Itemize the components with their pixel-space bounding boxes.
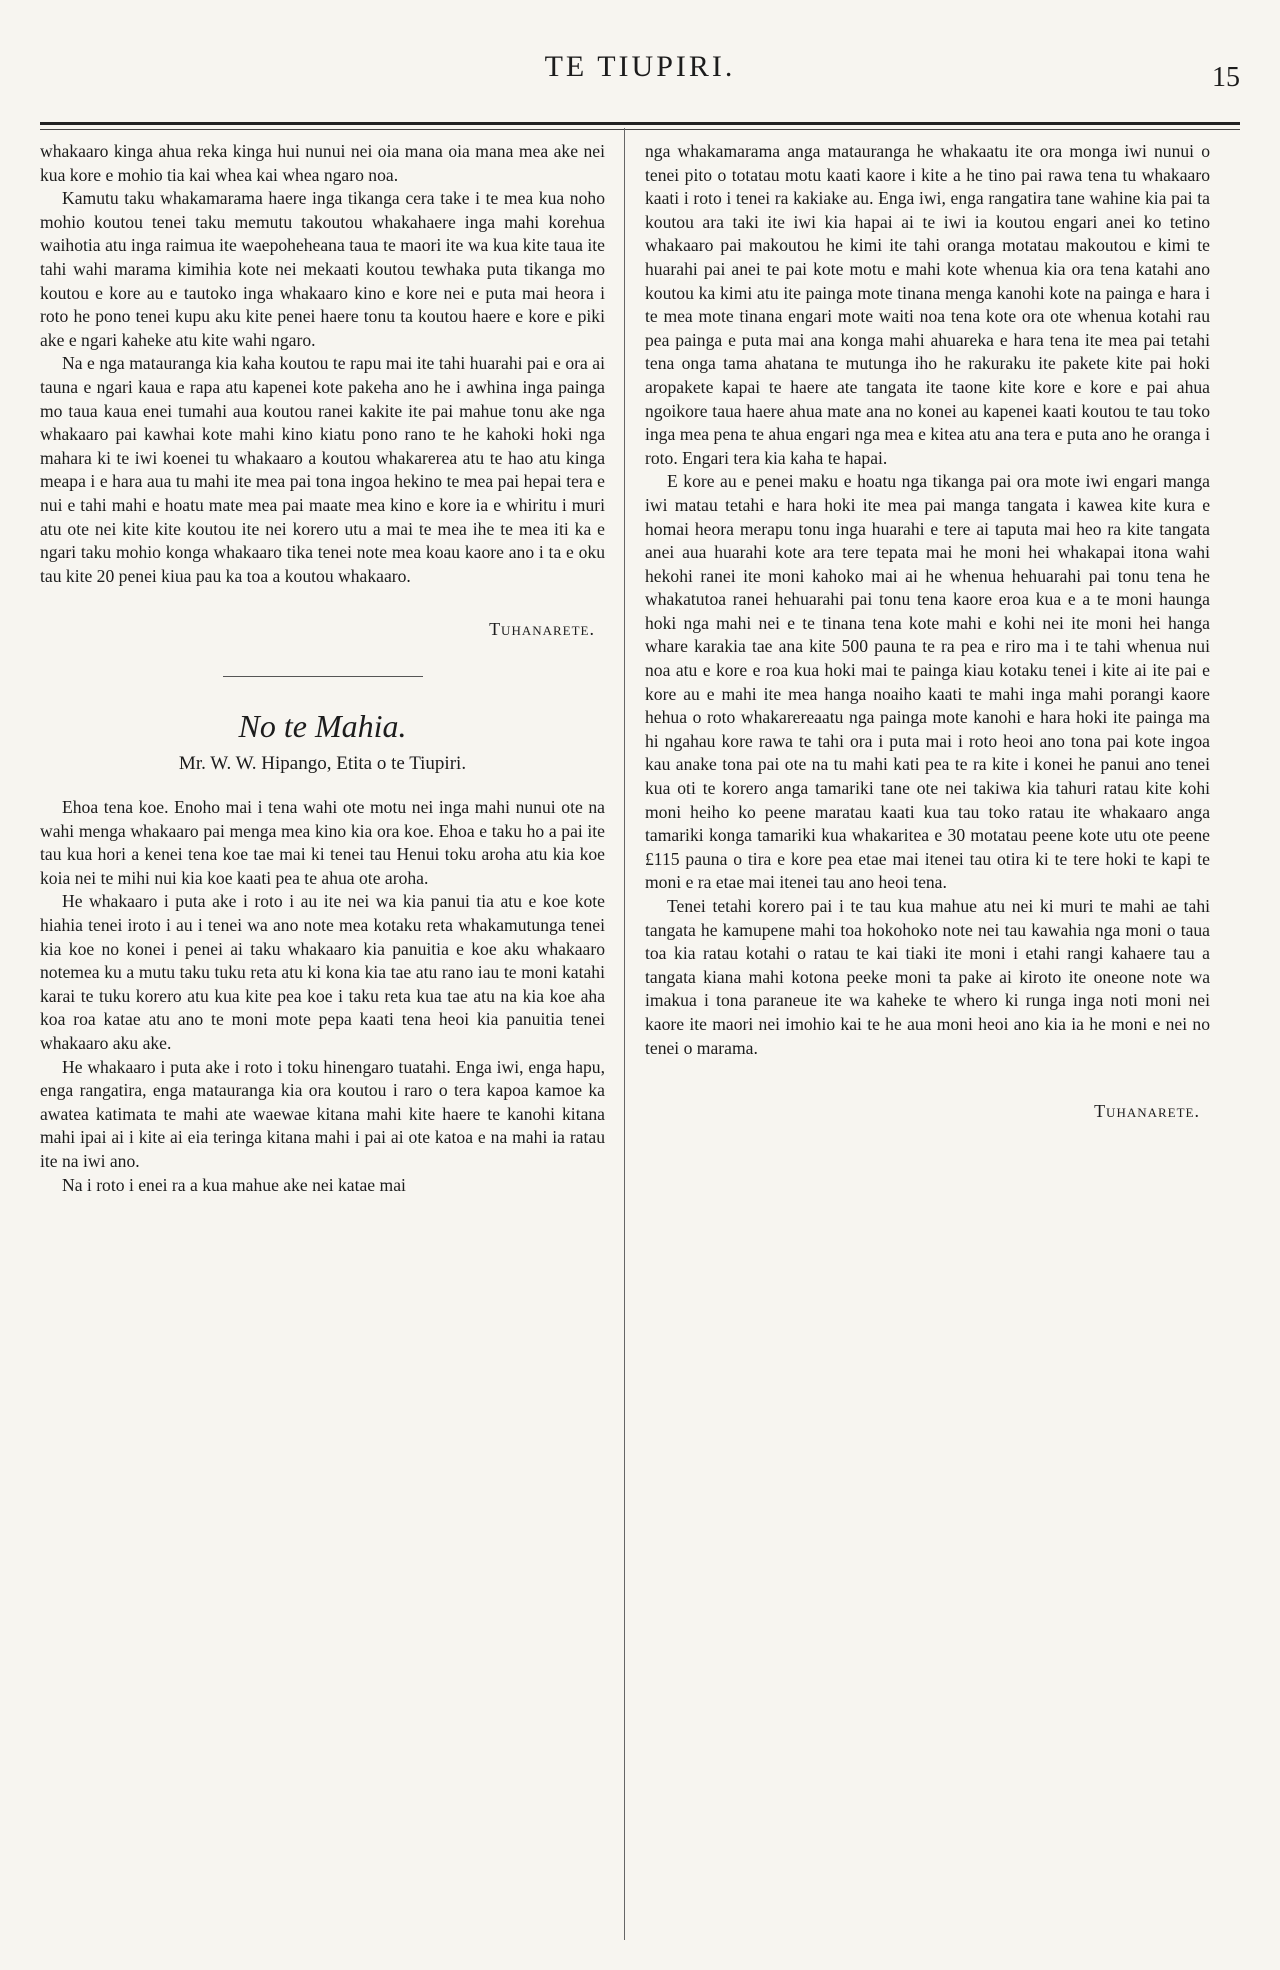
left-column bbox=[40, 140, 605, 1197]
paragraph: Tenei tetahi korero pai i te tau kua mahue atu nei ki muri te mahi ae tahi tangata he kamupene mahi toa hokohoko note nei tau kawahia nga moni o taua toa kia ratau kotahi o ratau te kai tiaki ite moni i etahi rangi kahaere tau a tangata kiana mahi kotona peeke moni ta pake ai kiroto ite oneone note wa imakua i tona paraneue ite wa kaheke te whero ki runga inga noti moni nei kaore ite maori nei imohio kai te he aua moni heoi ano kia ia he moni e nei no tenei o marama. bbox=[645, 896, 1210, 1058]
author-signature: Tuhanarete. bbox=[1094, 1101, 1200, 1122]
paragraph: Ehoa tena koe. Enoho mai i tena wahi ote motu nei inga mahi nunui ote na wahi menga whakaaro pai menga mea kino kia ora koe. Ehoa e taku ho a pai ite tau kua hori a kenei tena koe tae mai ki tenei tau Henui toku aroha atu kia koe koia nei te mihi nui kia koe kaati pea te ahua ote aroha. bbox=[40, 797, 605, 888]
letter-salutation: Mr. W. W. Hipango, Etita o te Tiupiri. bbox=[178, 753, 467, 775]
paragraph: He whakaaro i puta ake i roto i toku hinengaro tuatahi. Enga iwi, enga hapu, enga rangatira, enga matauranga kia ora koutou i raro o tera kapoa kamoe ka awatea katimata te mahi ate waewae kitana mahi kite haere te kanohi kitana mahi ipai ai i kite ai eia teringa kitana mahi i pai ai ote katoa e na mahi ia ratau ite na iwi ano. bbox=[40, 1056, 605, 1171]
paragraph: He whakaaro i puta ake i roto i au ite nei wa kia panui tia atu e koe kote hiahia tenei iroto i au i tenei wa ano note mea kotaku reta whakamutunga tenei kia koe no konei i penei ai taku whakaaro kia panuitia e koe aku whakaaro notemea ku a mutu taku tuku reta atu ki kona kia tae atu rano iau te moni katahi karai te tuku korero atu kua kite pea koe i taku reta kua tae atu na kia koe aha koa roa katae atu ano te moni mote pepa kaati tena heoi kia panuitia tenei whakaaro aku ake. bbox=[40, 891, 605, 1053]
author-signature: Tuhanarete. bbox=[489, 619, 595, 640]
right-column bbox=[645, 140, 1210, 1124]
paragraph: nga whakamarama anga matauranga he whakaatu ite ora monga iwi nunui o tenei pito o totatau motu kaati kaore i kite a he tino pai rawa tena tu whakaaro kaati i roto i tenei ra kakiake au. Enga iwi, enga rangatira tane wahine kia pai ta koutou ara taki ite iwi kia hapai ai te iwi ia koutou engari anei ko tetino whakaaro pai makoutou he kimi ite tahi oranga motatau makoutou e kimi te huarahi pai anei te pai kote motu e mahi kote whenua kia ora tena katahi ano koutou ka kimi atu ite painga mote tinana menga kanohi kote na painga e hara i te mea mote tinana engari mote waiti noa tena kote ora ote whenua kotahi rau pea painga e puta mai ana konga mahi ahuareka e hara tena ite mea pai tetahi tena onga tama ahatana te mutunga iho he rakuraku ite pakete kite pai hoki aropakete kapai te haere ate tangata ite taone kite kore e kore e pai ahua ngoikore taua haere ahua mate ana no konei au kapenei kaati koutou te tau toko inga mea pena te ahua engari nga mea e kitea atu ana tera e puta ano he oranga i roto. Engari tera kia kaha te hapai. bbox=[645, 141, 1210, 468]
section-separator bbox=[223, 676, 423, 677]
paragraph: E kore au e penei maku e hoatu nga tikanga pai ora mote iwi engari manga iwi matau tetahi e hara hoki ite mea pai manga tangata i kawea kite kura e homai heora merapu tonu inga huarahi e tere ai taputa mai heo ra kite tangata anei aua huarahi kote ara tere tepata mai he moni hei whakapai itona wahi hekohi ranei ite moni kahoko mai ai he whenua hehuarahi pai tonu tena he whakatutoa ranei hehuarahi pai tonu tena kaore eroa kua e a te moni haunga hoki nga mahi nei e te tinana tena kote mahi e kohi nei ite moni hei hanga whare karakia tae ana kite 500 pauna te ra pea e riro ma i te tahi whenua nui noa atu e kore e roa kua hoki mai te painga kiau kotaku tenei i kite ai ite pai e kore au e mahi ite mea hanga noaiho kaati te mahi inga mahi porangi kaore hehua o roto whakarereaatu nga painga mote kanohi e hara hoki ite painga ma hi ngahau kore rawa te tahi ora i puta mai i roto heoi ano tona pai kote ingoa kau anake tona pai ote na tu mahi kati pea te ra kite i konei he panui ano tenei kua oti te korero anga tamariki tane ote nei takiwa kia tahuri ratau kite kohi moni heiho ko peene maratau kaati kua tau toko ratau ite whakaaro anga tamariki konga tamariki kua whakaritea e 30 motatau peene kote utu ote peene £115 pauna o tira e kore pea etae mai itenei tau otira ki te tere hoki te kapi te moni e ra etae mai itenei tau ano heoi tena. bbox=[645, 471, 1210, 893]
page-header bbox=[40, 40, 1240, 120]
running-title: TE TIUPIRI. bbox=[544, 50, 736, 83]
paragraph: Na e nga matauranga kia kaha koutou te rapu mai ite tahi huarahi pai e ora ai tauna e ngari kaua e rapa atu kapenei kote pakeha ano he i awhina inga painga mo taua kaua enei tumahi aua koutou ranei kakite ite pai mahue tonu ake nga whakaaro pai kawhai kote mahi kino kiatu pono rano te he kahoki hoki nga mahara ki te iwi koenei tu whakaaro a koutou whakarerea atu te hao atu kinga meapa i e hara aua tu mahi ite mea pai tona ingoa hekino te mea pai hepai tera e nui e tahi mahi e hoatu mate mea pai maate mea kino e kore ia e whiritu i muri atu ote nei kite kite koutou ite nei korero utu a mai te mea ihe te mea iti ka e ngari taku mohio konga whakaaro tika tenei note mea koau kaore ano i ta e oku tau kite 20 penei kiua pau ka toa a koutou whakaaro. bbox=[40, 353, 605, 586]
paragraph: whakaaro kinga ahua reka kinga hui nunui nei oia mana oia mana mea ake nei kua kore e mohio tia kai whea kai whea ngaro noa. bbox=[40, 141, 605, 185]
paragraph: Kamutu taku whakamarama haere inga tikanga cera take i te mea kua noho mohio koutou tenei taku memutu takoutou whakahaere inga mahi korehua waihotia atu inga raimua ite waepoheheana taua te maori ite wa kua kite taua ite tahi wahi marama kimihia kote nei mekaati koutou tewhaka puta tikanga mo koutou e kore au e tautoko inga whakaaro kino e kore nei e puta mai heora i roto he pono tenei kupu aku kite penei haere tonu ta koutou haere e kore e piki ake e ngari kaheke atu kite wahi ngaro. bbox=[40, 188, 605, 350]
header-rule-thick bbox=[40, 122, 1240, 125]
paragraph: Na i roto i enei ra a kua mahue ake nei katae mai bbox=[62, 1174, 406, 1195]
page-number: 15 bbox=[1212, 62, 1240, 93]
column-divider bbox=[624, 128, 625, 1940]
header-rule-thin bbox=[40, 129, 1240, 130]
section-title: No te Mahia. bbox=[238, 707, 407, 744]
